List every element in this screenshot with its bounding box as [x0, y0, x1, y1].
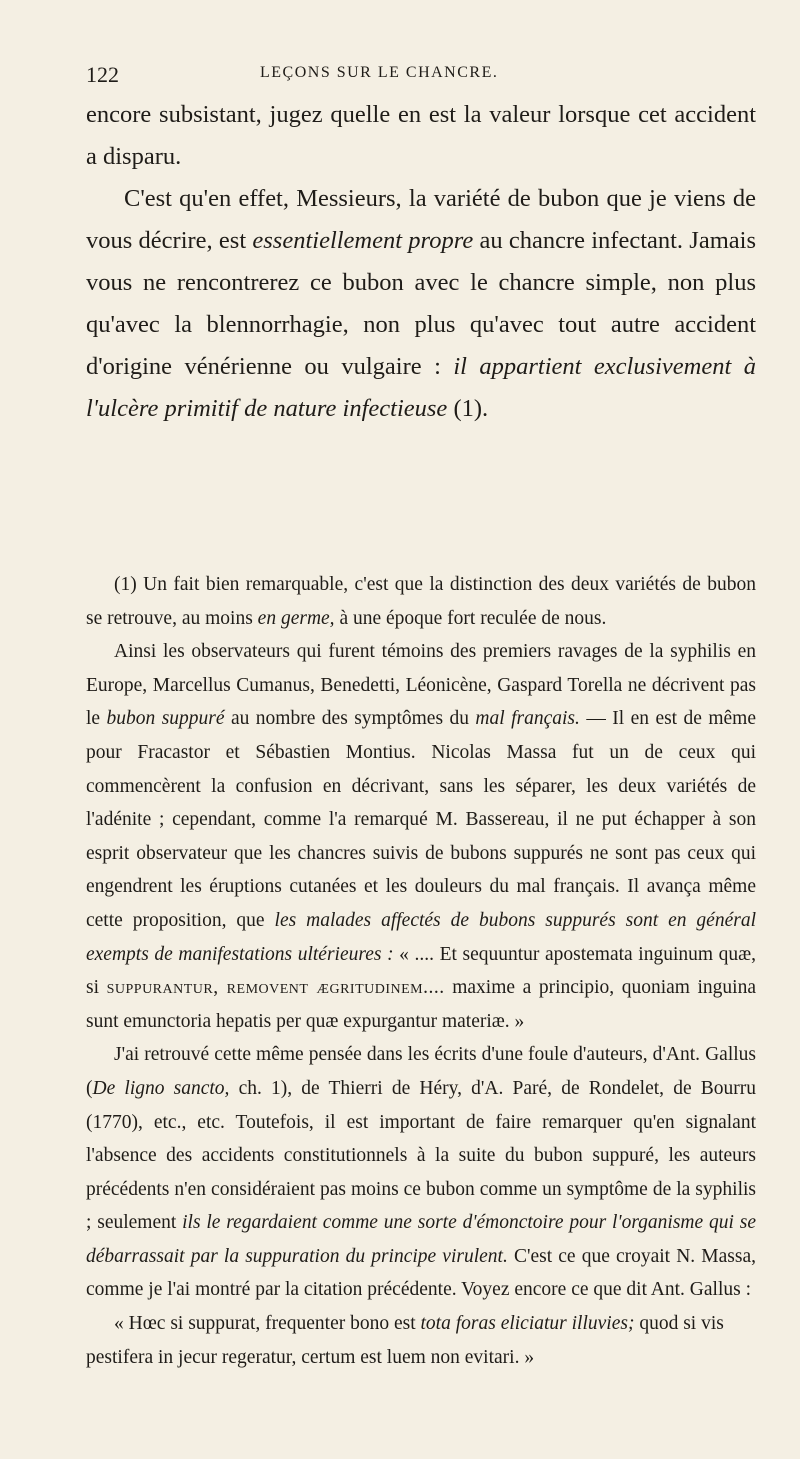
page-header [86, 56, 746, 90]
footnote-paragraph: J'ai retrouvé cette même pensée dans les écrits d'une foule d'auteurs, d'Ant. Gallus (De ligno sancto, ch. 1), de Thierri de Héry, d'A. Paré, de Rondelet, de Bourru (1770), etc., etc. Toutefois, il est important de faire remarquer qu'en signalant l'absence des accidents constitutionnels à la suite du bubon suppuré, les auteurs précédents n'en considéraient pas moins ce bubon comme un symptôme de la syphilis ; seulement ils le regardaient comme une sorte d'émonctoire pour l'organisme qui se débarrassait par la suppuration du principe virulent. C'est ce que croyait N. Massa, comme je l'ai montré par la citation précédente. Voyez encore ce que dit Ant. Gallus : [86, 1044, 756, 1301]
footnote-paragraph: (1) Un fait bien remarquable, c'est que la distinction des deux variétés de bubon se retrouve, au moins en germe, à une époque fort reculée de nous. [86, 574, 756, 629]
emphasis-text: essentiellement propre [252, 227, 474, 254]
footnotes [86, 568, 756, 1374]
footnote-ref: (1). [447, 395, 489, 422]
page-number: 122 [86, 62, 119, 87]
footnote-paragraph: Ainsi les observateurs qui furent témoins des premiers ravages de la syphilis en Europe, Marcellus Cumanus, Benedetti, Léonicène, Gaspard Torella ne décrivent pas le bubon suppuré au nombre des symptômes du mal français. — Il en est de même pour Fracastor et Sébastien Montius. Nicolas Massa fut un de ceux qui commencèrent la confusion en décrivant, sans les séparer, les deux variétés de l'adénite ; cependant, comme l'a remarqué M. Bassereau, il ne put échapper à son esprit observateur que les chancres suivis de bubons suppurés ne sont pas ceux qui engendrent les éruptions cutanées et les douleurs du mal français. Il avança même cette proposition, que les malades affectés de bubons suppurés sont en général exempts de manifestations ultérieures : « .... Et sequuntur apostemata inguinum quæ, si suppurantur, removent ægritudinem.... maxime a principio, quoniam inguina sunt emunctoria hepatis per quæ expurgantur materiæ. » [86, 641, 757, 1032]
main-text [86, 94, 756, 430]
paragraph-bubon: C'est qu'en effet, Messieurs, la variété de bubon que je viens de vous décrire, est essentiellement propre au chancre infectant. Jamais vous ne rencontrerez ce bubon avec le chancre simple, non plus qu'avec la blennorrhagie, non plus qu'avec tout autre accident d'origine vénérienne ou vulgaire : il appartient exclusivement à l'ulcère primitif de nature infectieuse (1). [86, 185, 756, 422]
paragraph-continuation: encore subsistant, jugez quelle en est la valeur lorsque cet accident a disparu. [86, 101, 756, 170]
small-caps-text: suppurantur, removent ægritudinem.... [106, 977, 445, 999]
emphasis-text: il appartient exclusivement à l'ulcère primitif de nature infectieuse [86, 353, 756, 422]
running-head: LEÇONS SUR LE CHANCRE. [260, 64, 499, 81]
footnote-quotation: « Hœc si suppurat, frequenter bono est tota foras eliciatur illuvies; quod si vis pestifera in jecur regeratur, certum est luem non evitari. » [86, 1313, 724, 1368]
